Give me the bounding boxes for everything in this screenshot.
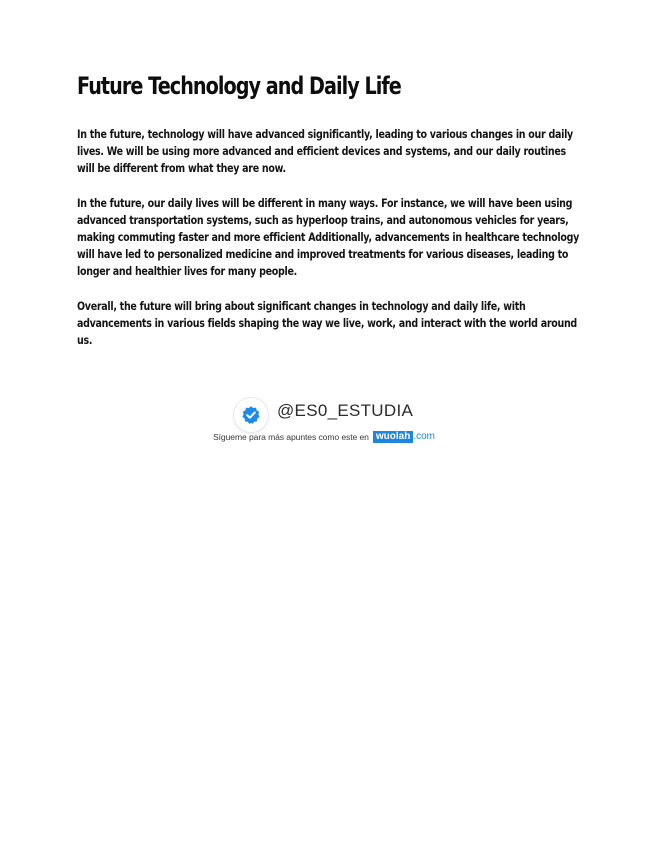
promo-tagline: Sígueme para más apuntes como este en [213, 432, 369, 442]
author-handle[interactable]: @ES0_ESTUDIA [277, 401, 414, 420]
author-promo [213, 396, 453, 448]
wuolah-logo[interactable]: wuolah [373, 431, 413, 443]
paragraph-2: In the future, our daily lives will be different in many ways. For instance, we will have been using advanced transportation systems, such as hyperloop trains, and autonomous vehicles for years, making commuting faster and more efficient Additionally, advancements in healthcare technology will have led to personalized medicine and improved treatments for various diseases, leading to longer and healthier lives for many people. [77, 195, 580, 279]
wuolah-logo-suffix[interactable]: .com [413, 431, 435, 442]
paragraph-1: In the future, technology will have advanced significantly, leading to various changes in our daily lives. We will be using more advanced and efficient devices and systems, and our daily routines will be different from what they are now. [77, 127, 573, 176]
document-body [77, 126, 585, 366]
verified-badge [234, 398, 268, 432]
verified-check-icon [241, 405, 261, 425]
document-title: Future Technology and Daily Life [77, 72, 401, 100]
paragraph-3: Overall, the future will bring about significant changes in technology and daily life, with advancements in various fields shaping the way we live, work, and interact with the world around us. [77, 298, 577, 348]
promo-tagline-row [213, 431, 435, 443]
